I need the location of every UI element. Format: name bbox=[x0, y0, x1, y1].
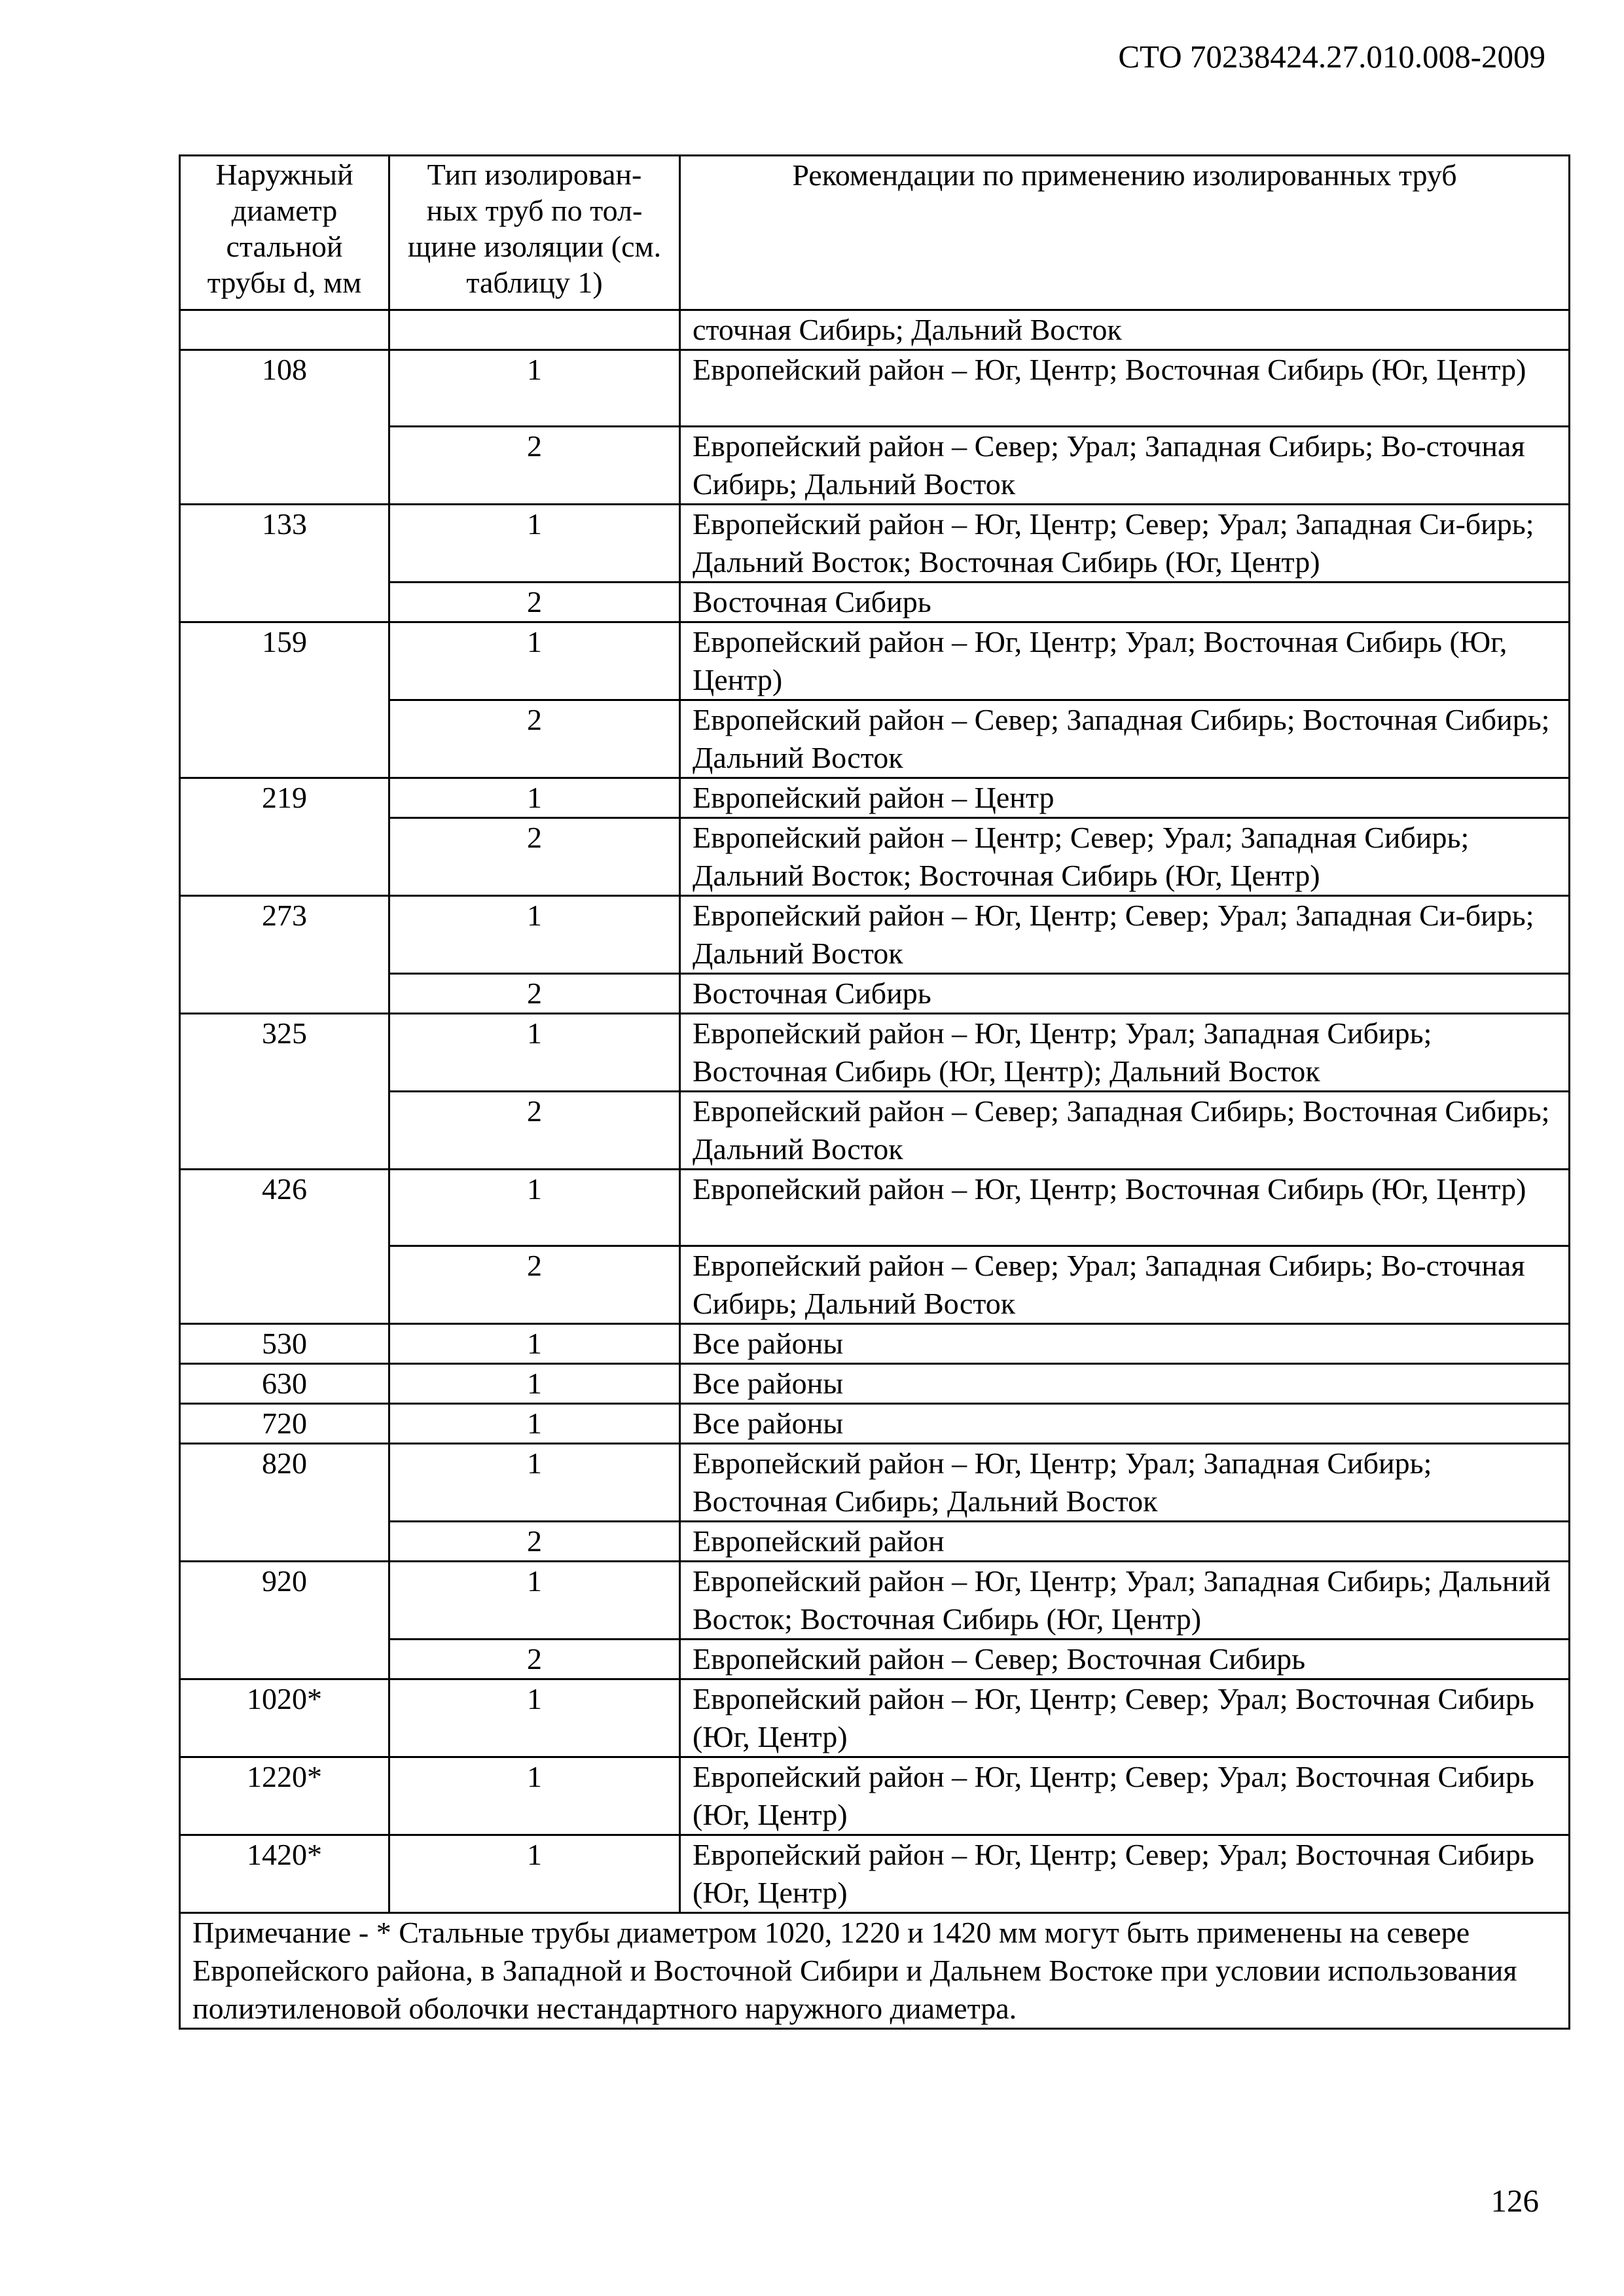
insulation-type-cell: 1 bbox=[389, 1444, 680, 1522]
recommendation-cell: Все районы bbox=[680, 1324, 1570, 1364]
diameter-cell: 630 bbox=[180, 1364, 389, 1404]
recommendation-cell: Европейский район – Юг, Центр; Восточная Сибирь (Юг, Центр) bbox=[680, 1170, 1570, 1246]
table-note: Примечание - * Стальные трубы диаметром 1020, 1220 и 1420 мм могут быть применены на севере Европейского района, в Западной и Восточной Сибири и Дальнем Востоке при условии использования полиэтиленовой оболочки нестандартного наружного диаметра. bbox=[180, 1913, 1570, 2029]
recommendation-cell: Все районы bbox=[680, 1404, 1570, 1444]
insulation-type-cell: 2 bbox=[389, 1522, 680, 1562]
insulation-type-cell: 1 bbox=[389, 1562, 680, 1640]
recommendation-cell: Европейский район – Юг, Центр; Урал; Восточная Сибирь (Юг, Центр) bbox=[680, 622, 1570, 700]
table-row bbox=[180, 1324, 1570, 1364]
diameter-cell: 530 bbox=[180, 1324, 389, 1364]
insulation-type-cell: 2 bbox=[389, 1640, 680, 1679]
insulation-type-cell: 2 bbox=[389, 1092, 680, 1170]
recommendation-cell: Европейский район – Север; Урал; Западная Сибирь; Во-сточная Сибирь; Дальний Восток bbox=[680, 427, 1570, 505]
column-header-insulation-type: Тип изолирован-ных труб по тол-щине изоляции (см. таблицу 1) bbox=[389, 156, 680, 310]
recommendation-cell: Европейский район – Север; Урал; Западная Сибирь; Во-сточная Сибирь; Дальний Восток bbox=[680, 1246, 1570, 1324]
table-row bbox=[180, 350, 1570, 427]
table-row bbox=[180, 622, 1570, 700]
recommendation-cell: Европейский район – Центр; Север; Урал; Западная Сибирь; Дальний Восток; Восточная Сибирь (Юг, Центр) bbox=[680, 818, 1570, 896]
recommendation-cell: Европейский район – Север; Западная Сибирь; Восточная Сибирь; Дальний Восток bbox=[680, 1092, 1570, 1170]
diameter-cell: 273 bbox=[180, 896, 389, 1014]
recommendation-cell: Европейский район – Север; Западная Сибирь; Восточная Сибирь; Дальний Восток bbox=[680, 700, 1570, 778]
diameter-cell: 426 bbox=[180, 1170, 389, 1324]
insulation-type-cell: 1 bbox=[389, 350, 680, 427]
recommendation-cell: Европейский район – Юг, Центр; Север; Урал; Восточная Сибирь (Юг, Центр) bbox=[680, 1757, 1570, 1835]
insulation-type-cell: 1 bbox=[389, 778, 680, 818]
diameter-cell: 159 bbox=[180, 622, 389, 778]
recommendation-cell: Европейский район – Юг, Центр; Восточная Сибирь (Юг, Центр) bbox=[680, 350, 1570, 427]
insulation-type-cell: 2 bbox=[389, 583, 680, 622]
column-header-recommendations: Рекомендации по применению изолированных труб bbox=[680, 156, 1570, 310]
column-header-diameter: Наружный диаметр стальной трубы d, мм bbox=[180, 156, 389, 310]
insulation-type-cell: 1 bbox=[389, 1835, 680, 1913]
table-header-row bbox=[180, 156, 1570, 310]
diameter-cell: 1220* bbox=[180, 1757, 389, 1835]
recommendation-cell: Европейский район – Юг, Центр; Урал; Западная Сибирь; Дальний Восток; Восточная Сибирь (Юг, Центр) bbox=[680, 1562, 1570, 1640]
diameter-cell: 219 bbox=[180, 778, 389, 896]
recommendation-cell: Восточная Сибирь bbox=[680, 583, 1570, 622]
diameter-cell: 1020* bbox=[180, 1679, 389, 1757]
recommendation-cell: Европейский район – Юг, Центр; Север; Урал; Восточная Сибирь (Юг, Центр) bbox=[680, 1835, 1570, 1913]
pipe-recommendations-table bbox=[179, 154, 1570, 2030]
recommendation-cell: Европейский район – Юг, Центр; Урал; Западная Сибирь; Восточная Сибирь; Дальний Восток bbox=[680, 1444, 1570, 1522]
insulation-type-cell: 1 bbox=[389, 1364, 680, 1404]
table-row bbox=[180, 1757, 1570, 1835]
table-row-continuation bbox=[180, 310, 1570, 350]
diameter-cell: 920 bbox=[180, 1562, 389, 1679]
diameter-cell: 133 bbox=[180, 505, 389, 622]
insulation-type-cell: 1 bbox=[389, 1679, 680, 1757]
insulation-type-cell: 1 bbox=[389, 1757, 680, 1835]
insulation-type-cell: 2 bbox=[389, 700, 680, 778]
insulation-type-cell: 1 bbox=[389, 1170, 680, 1246]
table-row bbox=[180, 1444, 1570, 1522]
recommendation-cell: Европейский район bbox=[680, 1522, 1570, 1562]
table-row bbox=[180, 1679, 1570, 1757]
insulation-type-cell: 2 bbox=[389, 427, 680, 505]
diameter-cell: 108 bbox=[180, 350, 389, 505]
recommendation-cell: Европейский район – Север; Восточная Сибирь bbox=[680, 1640, 1570, 1679]
table-cell bbox=[389, 310, 680, 350]
recommendation-cell: Европейский район – Центр bbox=[680, 778, 1570, 818]
table-body bbox=[180, 310, 1570, 1913]
recommendation-cell: Европейский район – Юг, Центр; Север; Урал; Восточная Сибирь (Юг, Центр) bbox=[680, 1679, 1570, 1757]
insulation-type-cell: 1 bbox=[389, 896, 680, 974]
table-row bbox=[180, 1404, 1570, 1444]
table-row bbox=[180, 1364, 1570, 1404]
diameter-cell: 820 bbox=[180, 1444, 389, 1562]
insulation-type-cell: 2 bbox=[389, 818, 680, 896]
table-row bbox=[180, 1170, 1570, 1246]
insulation-type-cell: 2 bbox=[389, 1246, 680, 1324]
insulation-type-cell: 1 bbox=[389, 505, 680, 583]
diameter-cell: 325 bbox=[180, 1014, 389, 1170]
recommendation-cell: Европейский район – Юг, Центр; Север; Урал; Западная Си-бирь; Дальний Восток; Восточная Сибирь (Юг, Центр) bbox=[680, 505, 1570, 583]
table-row bbox=[180, 778, 1570, 818]
table-row bbox=[180, 896, 1570, 974]
recommendation-cell: Европейский район – Юг, Центр; Север; Урал; Западная Си-бирь; Дальний Восток bbox=[680, 896, 1570, 974]
page-number: 126 bbox=[1490, 2183, 1539, 2219]
table-cell bbox=[180, 310, 389, 350]
insulation-type-cell: 1 bbox=[389, 1014, 680, 1092]
table-row bbox=[180, 1835, 1570, 1913]
insulation-type-cell: 1 bbox=[389, 1324, 680, 1364]
table-row bbox=[180, 505, 1570, 583]
table-row bbox=[180, 1014, 1570, 1092]
recommendation-cell: Все районы bbox=[680, 1364, 1570, 1404]
recommendation-cell: Восточная Сибирь bbox=[680, 974, 1570, 1014]
insulation-type-cell: 1 bbox=[389, 622, 680, 700]
diameter-cell: 720 bbox=[180, 1404, 389, 1444]
recommendation-cell: Европейский район – Юг, Центр; Урал; Западная Сибирь; Восточная Сибирь (Юг, Центр); Дальний Восток bbox=[680, 1014, 1570, 1092]
table-row bbox=[180, 1562, 1570, 1640]
document-code: СТО 70238424.27.010.008-2009 bbox=[1118, 39, 1545, 75]
insulation-type-cell: 1 bbox=[389, 1404, 680, 1444]
insulation-type-cell: 2 bbox=[389, 974, 680, 1014]
continuation-cell: сточная Сибирь; Дальний Восток bbox=[680, 310, 1570, 350]
diameter-cell: 1420* bbox=[180, 1835, 389, 1913]
